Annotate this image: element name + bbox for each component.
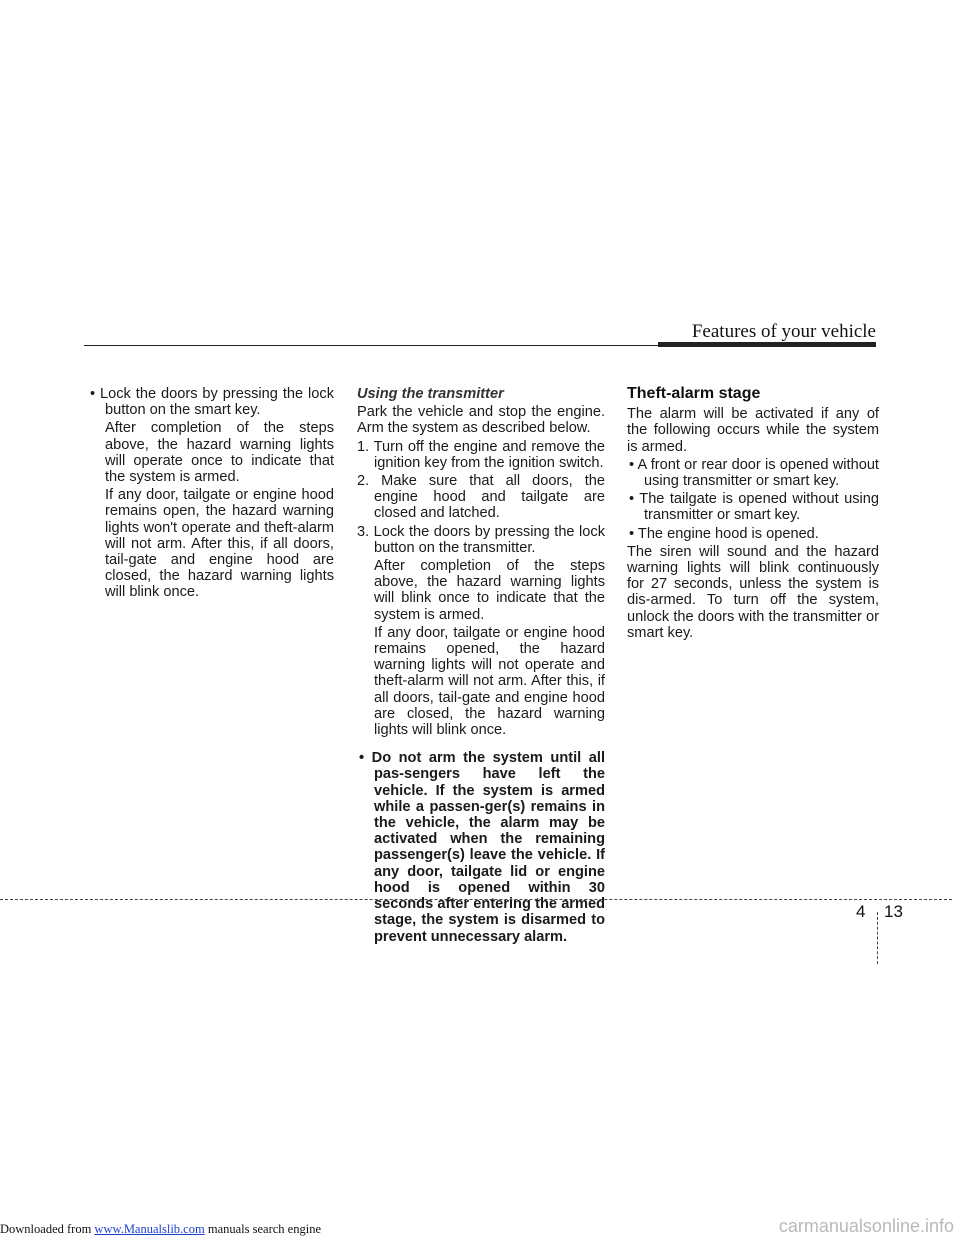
manualslib-link[interactable]: www.Manualslib.com	[94, 1222, 205, 1236]
bullet-text: A front or rear door is opened without using transmitter or smart key.	[637, 456, 879, 490]
page-number: 13	[884, 902, 903, 921]
list-item	[357, 439, 605, 471]
warning-text: Do not arm the system until all pas-sengers have left the vehicle. If the system is armed while a passen-ger(s) remains in the vehicle, the alarm may be activated when the remaining passenger(s) leave the vehicle. If any door, tailgate lid or engine hood is opened within 30 seconds after entering the armed stage, the system is disarmed to prevent unnecessary alarm.	[371, 750, 605, 945]
paragraph: Park the vehicle and stop the engine. Arm the system as described below.	[357, 404, 605, 437]
step-number: 1.	[357, 438, 370, 455]
step-number: 2.	[357, 473, 370, 490]
subsection-heading: Using the transmitter	[357, 386, 504, 402]
header-rule-accent	[658, 342, 876, 347]
bullet-glyph: •	[629, 491, 635, 508]
list-item	[357, 473, 605, 522]
step-text: Make sure that all doors, the engine hood and tailgate are closed and latched.	[374, 473, 605, 522]
watermark: carmanualsonline.info	[778, 1216, 954, 1236]
footer-suffix: manuals search engine	[204, 1222, 321, 1236]
paragraph: If any door, tailgate or engine hood remains opened, the hazard warning lights will not operate and theft-alarm will not arm. After this, if all doors, tail-gate and engine hood are closed, the hazard warning lights will blink once.	[374, 624, 605, 739]
bullet-glyph: •	[629, 456, 635, 473]
step-text: Lock the doors by pressing the lock button on the transmitter.	[373, 523, 605, 556]
column-left	[88, 386, 334, 603]
bullet-glyph: •	[629, 525, 635, 542]
paragraph: The siren will sound and the hazard warning lights will blink continuously for 27 seconds, unless the system is dis-armed. To turn off the system, unlock the doors with the transmitter or smart key.	[627, 543, 879, 641]
list-item	[627, 526, 879, 542]
paragraph: If any door, tailgate or engine hood remains open, the hazard warning lights won't operate and theft-alarm will not arm. After this, if all doors, tail-gate and engine hood are closed, the hazard warning lights will blink once.	[105, 487, 334, 601]
bullet-text: Lock the doors by pressing the lock button on the smart key.	[100, 386, 334, 419]
paragraph: After completion of the steps above, the hazard warning lights will operate once to indicate that the system is armed.	[105, 420, 334, 486]
bullet-glyph: •	[90, 386, 96, 402]
bullet-text: The tailgate is opened without using transmitter or smart key.	[639, 491, 879, 524]
paragraph: After completion of the steps above, the hazard warning lights will blink once to indicate that the system is armed.	[374, 558, 605, 623]
list-item	[88, 386, 334, 418]
bullet-glyph: •	[359, 750, 365, 767]
footer-prefix: Downloaded from	[0, 1222, 95, 1236]
warning-note	[357, 750, 605, 944]
bullet-text: The engine hood is opened.	[637, 525, 819, 542]
list-item	[627, 491, 879, 523]
step-number: 3.	[357, 523, 370, 540]
list-item	[627, 457, 879, 489]
header-title: Features of your vehicle	[691, 321, 876, 342]
list-item	[357, 524, 605, 556]
step-text: Turn off the engine and remove the ignition key from the ignition switch.	[373, 438, 606, 471]
page-number-divider	[877, 912, 878, 964]
column-right	[627, 386, 879, 641]
footer-dashed-rule	[0, 899, 952, 900]
chapter-number: 4	[856, 902, 866, 921]
column-middle	[357, 386, 605, 947]
paragraph: The alarm will be activated if any of the following occurs while the system is armed.	[627, 406, 879, 455]
download-footer	[0, 1222, 321, 1237]
section-heading: Theft-alarm stage	[627, 385, 761, 402]
